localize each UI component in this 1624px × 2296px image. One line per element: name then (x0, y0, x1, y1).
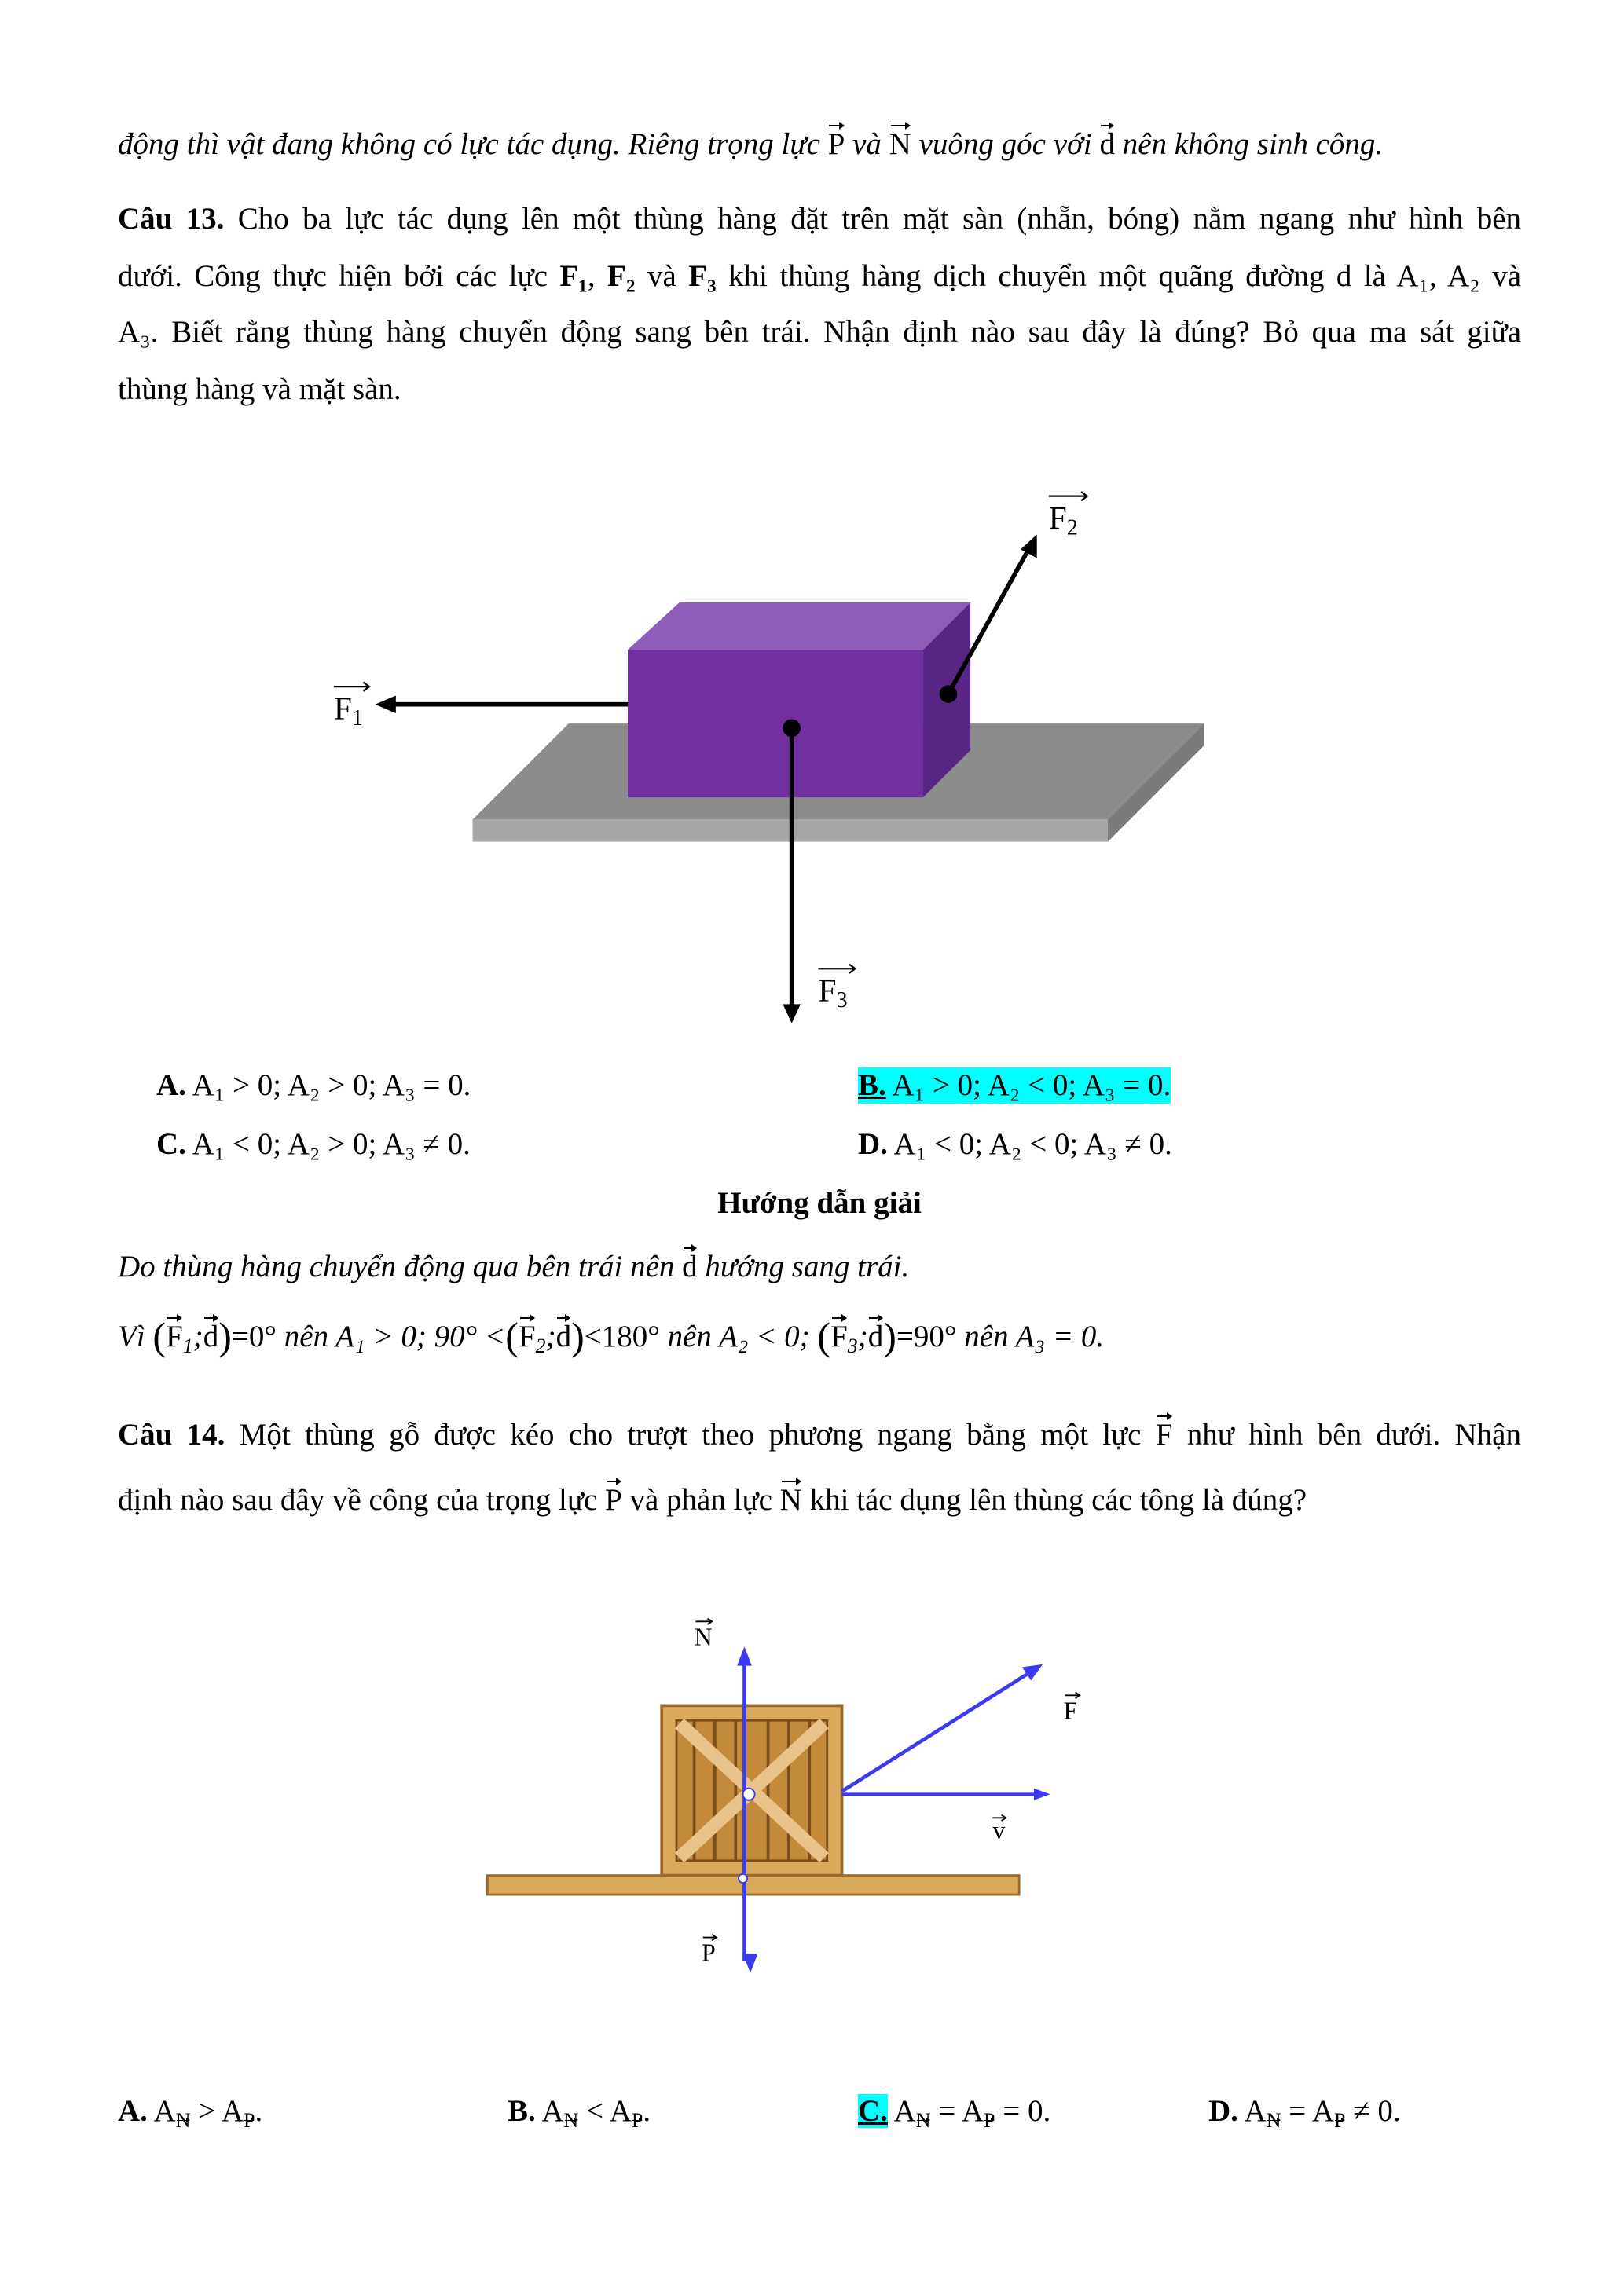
q14-figure (0, 1477, 1624, 2027)
box-front (628, 650, 923, 797)
vector-f: F (830, 1320, 848, 1353)
text: = 0. (995, 2094, 1051, 2128)
force-f2: F₂ (607, 259, 636, 293)
text: khi thùng hàng dịch chuyển một quãng đường d là A₁, A₂ và (716, 259, 1522, 293)
f3-arrowhead (783, 1004, 801, 1023)
option-text: A₁ < 0; A₂ < 0; A₃ ≠ 0. (893, 1127, 1172, 1161)
vector-p: P (827, 127, 845, 161)
p-arrowhead (743, 1954, 758, 1972)
text: động thì vật đang không có lực tác dụng. Riêng trọng lực (118, 127, 828, 161)
vector-f: F (1155, 1418, 1173, 1452)
text: =90° (896, 1320, 957, 1353)
text: = (1281, 2094, 1312, 2128)
text: định nào sau đây về công của trọng lực (118, 1483, 606, 1517)
option-text: A₁ < 0; A₂ > 0; A₃ ≠ 0. (192, 1127, 471, 1161)
subscript: 1 (182, 1335, 193, 1357)
option-key: A. (156, 1068, 186, 1102)
text: Cho ba lực tác dụng lên một thùng hàng đặt trên mặt sàn (nhẵn, bóng) nằm ngang như hình bên (237, 202, 1522, 236)
vector-f: F (166, 1320, 183, 1353)
paren: ) (218, 1314, 232, 1358)
q13-option-d[interactable] (858, 1126, 1172, 1163)
force-f3: F₃ (688, 259, 717, 293)
text: và phản lực (621, 1483, 780, 1517)
option-key: C. (156, 1127, 186, 1161)
vector-f: F (518, 1320, 536, 1353)
text: Vì (118, 1320, 153, 1353)
vector-d: d (682, 1250, 698, 1283)
text: hướng sang trái. (697, 1250, 910, 1283)
question-label: Câu 14. (118, 1418, 225, 1452)
f3-origin (783, 720, 801, 738)
option-text: A₁ > 0; A₂ < 0; A₃ = 0. (892, 1068, 1171, 1102)
text: < (578, 2094, 610, 2128)
paren: ( (817, 1314, 831, 1358)
text: vuông góc với (911, 127, 1100, 161)
q13-figure (0, 0, 1624, 1100)
vector-n: N (779, 1483, 802, 1517)
option-key: C. (858, 2094, 888, 2128)
subscript: 2 (535, 1335, 546, 1357)
v-arrowhead (1034, 1789, 1050, 1800)
center-point (743, 1789, 755, 1800)
text: = (930, 2094, 962, 2128)
vector-d: d (555, 1320, 572, 1353)
option-key: D. (858, 1127, 888, 1161)
text: A (609, 2094, 632, 2128)
question-label: Câu 13. (118, 202, 225, 236)
text: A (153, 2094, 176, 2128)
option-key: B. (858, 1068, 886, 1102)
q13-option-b-correct[interactable] (858, 1067, 1171, 1104)
text: A (893, 2094, 916, 2128)
q13-line-4: thùng hàng và mặt sàn. (118, 372, 401, 406)
text: nên A₂ < 0; (659, 1320, 818, 1353)
text: , (587, 259, 608, 293)
text: và (845, 127, 889, 161)
q14-option-d[interactable]: D. $A_N = A_P \ne 0$. (1208, 2094, 1401, 2132)
text: và (635, 259, 689, 293)
paren: ( (505, 1314, 519, 1358)
option-text: A₁ > 0; A₂ > 0; A₃ = 0. (192, 1068, 471, 1102)
paren: ) (571, 1314, 585, 1358)
ground-plank (487, 1876, 1019, 1895)
text: nên A₁ > 0; 90° < (277, 1320, 506, 1353)
vector-d: d (867, 1320, 884, 1353)
subscript: 3 (847, 1335, 858, 1357)
text: . (643, 2094, 651, 2128)
text: như hình bên dưới. Nhận (1172, 1418, 1521, 1452)
f2-origin (940, 685, 958, 703)
text: . (255, 2094, 263, 2128)
text: A (221, 2094, 244, 2128)
box-top (628, 602, 970, 650)
paren: ) (883, 1314, 896, 1358)
solution-line-2: Vì $(F_1;d)=0^\circ$ nên A₁ > 0; $90^\circ <(F_2;d)<180^\circ$ nên A₂ < 0; $(F_3;d)=90^\circ$ nên A₃ = 0. (118, 1314, 1105, 1358)
q14-option-c-correct[interactable]: C. $A_N = A_P = 0$. (858, 2094, 1051, 2132)
q13-line-3: A₃. Biết rằng thùng hàng chuyển động sang bên trái. Nhận định nào sau đây là đúng? Bỏ qua ma sát giữa (118, 315, 1521, 349)
text: =0° (231, 1320, 277, 1353)
vector-p: P (605, 1483, 622, 1517)
q14-line-1 (118, 1417, 1521, 1453)
v-label: v (992, 1816, 1006, 1844)
vector-d: d (203, 1320, 219, 1353)
text: nên A₃ = 0. (956, 1320, 1105, 1353)
p-label: P (701, 1939, 716, 1967)
text: <180° (584, 1320, 660, 1353)
contact-point (739, 1874, 747, 1883)
text: A (541, 2094, 564, 2128)
text: khi tác dụng lên thùng các tông là đúng? (801, 1483, 1307, 1517)
f3-label: F3 (818, 972, 848, 1013)
solution-heading: Hướng dẫn giải (717, 1186, 922, 1220)
f1-arrowhead (376, 695, 396, 713)
text: dưới. Công thực hiện bởi các lực (118, 259, 560, 293)
q13-option-c[interactable] (156, 1126, 471, 1163)
option-key: B. (508, 2094, 536, 2128)
q14-option-a[interactable]: A. $A_N > A_P$. (118, 2094, 263, 2132)
force-f1: F₁ (559, 259, 588, 293)
text: A (1244, 2094, 1267, 2128)
text: Một thùng gỗ được kéo cho trượt theo phương ngang bằng một lực (239, 1418, 1156, 1452)
option-key: A. (118, 2094, 148, 2128)
vector-n: N (889, 127, 911, 161)
text: nên không sinh công. (1114, 127, 1384, 161)
f-arrowhead (1022, 1664, 1043, 1681)
f1-label: F1 (333, 690, 363, 731)
vector-d: d (1099, 127, 1115, 161)
solution-line-1 (118, 1249, 1521, 1285)
f2-label: F2 (1048, 500, 1078, 540)
text: A (961, 2094, 984, 2128)
n-label: N (694, 1623, 713, 1651)
q13-option-a[interactable] (156, 1067, 471, 1104)
text: A (1311, 2094, 1334, 2128)
text: > (190, 2094, 222, 2128)
n-arrowhead (737, 1646, 752, 1665)
paren: ( (152, 1314, 167, 1358)
q14-option-b[interactable]: B. $A_N < A_P$. (508, 2094, 651, 2132)
f-label: F (1063, 1697, 1078, 1725)
option-key: D. (1208, 2094, 1238, 2128)
text: Do thùng hàng chuyển động qua bên trái nên (118, 1250, 683, 1283)
f-vector-line (842, 1672, 1032, 1791)
text: ≠ 0. (1345, 2094, 1401, 2128)
